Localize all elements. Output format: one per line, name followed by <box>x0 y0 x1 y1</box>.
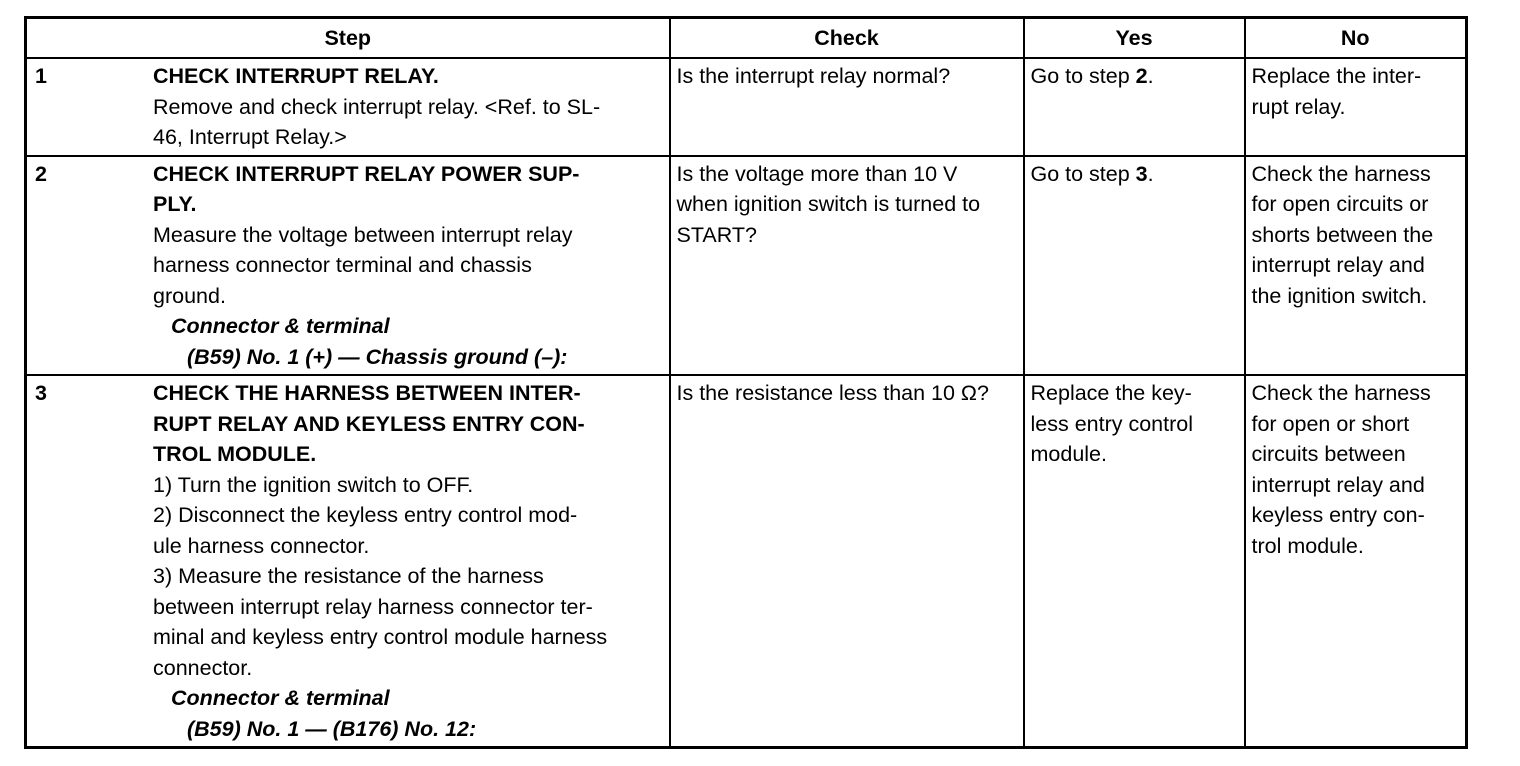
yes-text-line: less entry control <box>1030 411 1194 436</box>
yes-text-line: module. <box>1030 442 1107 466</box>
step-title: PLY. <box>153 192 197 216</box>
check-text-line: Is the resistance less than 10 Ω? <box>676 381 989 405</box>
yes-cell <box>1024 156 1245 376</box>
no-text-line: Replace the inter- <box>1251 64 1422 88</box>
check-cell <box>670 156 1024 376</box>
header-no: No <box>1245 18 1467 59</box>
connector-label: Connector & terminal <box>171 686 390 710</box>
step-number: 2 <box>35 161 47 186</box>
step-text-line: 1) Turn the ignition switch to OFF. <box>153 472 474 497</box>
step-text-line: 46, Interrupt Relay.> <box>153 125 347 149</box>
step-cell <box>26 156 670 376</box>
step-text-line: connector. <box>153 655 253 680</box>
header-step: Step <box>26 18 670 59</box>
no-cell <box>1245 58 1467 156</box>
header-yes: Yes <box>1024 18 1245 59</box>
header-row <box>26 18 1467 59</box>
yes-text: Go to step <box>1030 161 1136 186</box>
step-text-line: ule harness connector. <box>153 533 370 558</box>
no-text-line: for open or short <box>1251 411 1410 436</box>
no-text-line: shorts between the <box>1251 222 1434 247</box>
step-title: RUPT RELAY AND KEYLESS ENTRY CON- <box>153 411 585 436</box>
no-text-line: the ignition switch. <box>1251 283 1428 308</box>
yes-cell <box>1024 58 1245 156</box>
check-text-line: when ignition switch is turned to <box>676 192 981 216</box>
no-text-line: rupt relay. <box>1251 94 1346 119</box>
connector-value: (B59) No. 1 (+) — Chassis ground (–): <box>187 344 568 369</box>
no-text-line: interrupt relay and <box>1251 472 1425 497</box>
no-text-line: circuits between <box>1251 442 1406 466</box>
no-text-line: Check the harness <box>1251 381 1431 405</box>
no-text-line: for open circuits or <box>1251 192 1429 216</box>
yes-suffix: . <box>1147 64 1154 88</box>
step-number: 3 <box>35 381 47 405</box>
no-text-line: keyless entry con- <box>1251 503 1425 527</box>
no-text-line: Check the harness <box>1251 161 1431 186</box>
yes-text-line: Replace the key- <box>1030 381 1192 405</box>
step-text-line: harness connector terminal and chassis <box>153 253 532 277</box>
step-text-line: between interrupt relay harness connector ter- <box>153 594 593 619</box>
check-text-line: START? <box>676 222 757 247</box>
step-text-line: ground. <box>153 283 226 308</box>
step-title: TROL MODULE. <box>153 442 317 466</box>
no-cell <box>1245 375 1467 748</box>
yes-step-ref: 2 <box>1135 64 1148 88</box>
step-text-line: Remove and check interrupt relay. <Ref. to SL- <box>153 94 601 119</box>
diagnostic-table <box>24 16 1468 749</box>
yes-step-ref: 3 <box>1135 161 1148 186</box>
step-text-line: 3) Measure the resistance of the harness <box>153 564 544 588</box>
header-check: Check <box>670 18 1024 59</box>
check-text-line: Is the voltage more than 10 V <box>676 161 958 186</box>
yes-cell <box>1024 375 1245 748</box>
no-text-line: interrupt relay and <box>1251 253 1425 277</box>
step-cell <box>26 58 670 156</box>
table-row <box>26 375 1467 748</box>
step-text-line: Measure the voltage between interrupt relay <box>153 222 573 247</box>
no-text-line: trol module. <box>1251 533 1364 558</box>
yes-text: Go to step <box>1030 64 1136 88</box>
table-row <box>26 58 1467 156</box>
step-title: CHECK THE HARNESS BETWEEN INTER- <box>153 381 581 405</box>
table-row <box>26 156 1467 376</box>
check-cell <box>670 375 1024 748</box>
step-cell <box>26 375 670 748</box>
step-title: CHECK INTERRUPT RELAY. <box>153 64 439 88</box>
connector-value: (B59) No. 1 — (B176) No. 12: <box>187 716 477 741</box>
step-text-line: 2) Disconnect the keyless entry control mod- <box>153 503 578 527</box>
yes-suffix: . <box>1147 161 1154 186</box>
check-cell <box>670 58 1024 156</box>
step-text-line: minal and keyless entry control module harness <box>153 625 608 649</box>
step-number: 1 <box>35 64 47 88</box>
no-cell <box>1245 156 1467 376</box>
check-text-line: Is the interrupt relay normal? <box>676 64 951 88</box>
connector-label: Connector & terminal <box>171 314 390 338</box>
step-title: CHECK INTERRUPT RELAY POWER SUP- <box>153 161 580 186</box>
